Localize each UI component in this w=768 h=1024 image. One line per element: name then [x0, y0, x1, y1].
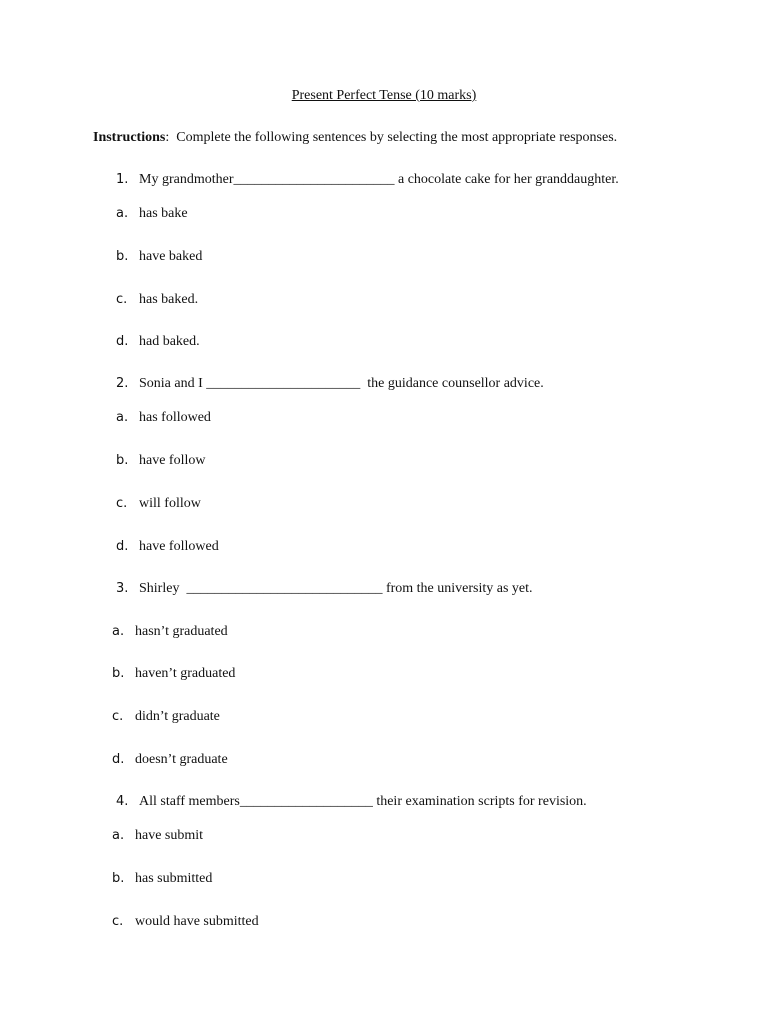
instructions-colon: : — [165, 130, 170, 145]
option-text: didn’t graduate — [135, 709, 220, 724]
option-letter: a. — [112, 828, 125, 843]
option-letter: a. — [116, 206, 129, 221]
option-letter: c. — [116, 292, 128, 307]
option-letter: b. — [112, 871, 125, 886]
option-letter: d. — [112, 752, 125, 767]
question-number: 4. — [116, 794, 129, 809]
instructions — [93, 130, 617, 146]
instructions-label: Instructions — [93, 130, 166, 145]
option-text: have submit — [135, 828, 204, 843]
option-text: would have submitted — [135, 914, 259, 929]
instructions-text: Complete the following sentences by selecting the most appropriate responses. — [169, 130, 618, 145]
option-text: will follow — [139, 496, 201, 511]
option-letter: c. — [112, 709, 124, 724]
option-text: hasn’t graduated — [135, 624, 228, 639]
question-text: My grandmother_______________________ a chocolate cake for her granddaughter. — [139, 172, 619, 187]
question-text: All staff members___________________ their examination scripts for revision. — [139, 794, 587, 809]
question-number: 3. — [116, 581, 129, 596]
option-letter: a. — [112, 624, 125, 639]
option-letter: d. — [116, 539, 129, 554]
question-text: Shirley ____________________________ from the university as yet. — [139, 581, 533, 596]
option-text: had baked. — [139, 334, 200, 349]
question-text: Sonia and I ______________________ the guidance counsellor advice. — [139, 376, 544, 391]
option-letter: d. — [116, 334, 129, 349]
option-letter: b. — [112, 666, 125, 681]
option-text: has followed — [139, 410, 211, 425]
option-text: has baked. — [139, 292, 199, 307]
option-letter: c. — [112, 914, 124, 929]
page-title: Present Perfect Tense (10 marks) — [291, 88, 477, 103]
option-text: doesn’t graduate — [135, 752, 228, 767]
option-letter: b. — [116, 453, 129, 468]
option-text: has submitted — [135, 871, 213, 886]
question-number: 2. — [116, 376, 129, 391]
option-letter: a. — [116, 410, 129, 425]
option-text: has bake — [139, 206, 188, 221]
option-text: have followed — [139, 539, 219, 554]
option-text: have follow — [139, 453, 206, 468]
question-number: 1. — [116, 172, 129, 187]
option-letter: c. — [116, 496, 128, 511]
option-text: haven’t graduated — [135, 666, 236, 681]
option-letter: b. — [116, 249, 129, 264]
option-text: have baked — [139, 249, 203, 264]
